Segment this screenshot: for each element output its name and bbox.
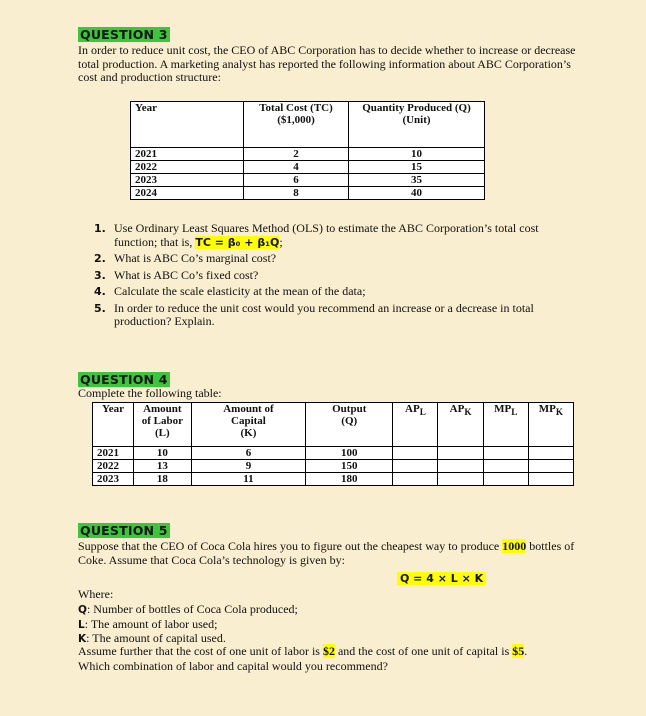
q3-year-cell: 2024 bbox=[131, 187, 244, 200]
q4-labor-cell: 18 bbox=[133, 473, 191, 486]
q4-year-cell: 2023 bbox=[93, 473, 134, 486]
item-text: Calculate the scale elasticity at the mean of the data; bbox=[114, 284, 366, 298]
q4-mpl-cell bbox=[483, 460, 528, 473]
q4-mpl-cell bbox=[483, 473, 528, 486]
q4-header-capital-line1: Amount of bbox=[223, 403, 274, 415]
q3-q-cell: 10 bbox=[349, 148, 485, 161]
tc-formula: TC = β₀ + β₁Q bbox=[195, 235, 280, 249]
table-row bbox=[93, 473, 574, 486]
q3-header-tc-line1: Total Cost (TC) bbox=[259, 102, 333, 114]
list-item bbox=[94, 285, 574, 299]
q3-header-year: Year bbox=[131, 102, 244, 148]
q3-intro: In order to reduce unit cost, the CEO of ABC Corporation has to decide whether to increase or decrease total production. A marketing analyst has reported the following information about ABC Corporation’s cost and production structure: bbox=[78, 43, 576, 84]
q4-header-labor bbox=[133, 403, 191, 447]
labor-cost: $2 bbox=[322, 644, 335, 658]
q4-header-apl-text: AP bbox=[405, 403, 420, 415]
q5-formula-wrap bbox=[397, 569, 486, 587]
q3-header-tc-line2: ($1,000) bbox=[277, 114, 315, 126]
item-number: 1. bbox=[94, 222, 106, 235]
q4-header-apl bbox=[393, 403, 438, 447]
q4-year-cell: 2021 bbox=[93, 447, 134, 460]
q4-year-cell: 2022 bbox=[93, 460, 134, 473]
q5-definitions bbox=[78, 603, 578, 647]
q4-header-mpk-sub: K bbox=[555, 407, 564, 418]
q5-formula: Q = 4 × L × K bbox=[397, 572, 486, 585]
q4-header-output-line1: Output bbox=[332, 403, 367, 415]
q3-header-tc bbox=[244, 102, 349, 148]
q4-header-year: Year bbox=[93, 403, 134, 447]
q4-header-mpl bbox=[483, 403, 528, 447]
q3-header-q-line1: Quantity Produced (Q) bbox=[362, 102, 471, 114]
q4-capital-cell: 9 bbox=[191, 460, 305, 473]
q5-assume-c: . bbox=[524, 644, 528, 658]
table-row bbox=[93, 460, 574, 473]
item-number: 2. bbox=[94, 252, 106, 265]
table-row bbox=[131, 148, 485, 161]
q4-apl-cell bbox=[393, 473, 438, 486]
list-item bbox=[94, 302, 574, 329]
q5-where: Where: bbox=[78, 587, 114, 601]
q4-production-table bbox=[92, 402, 574, 486]
q5-intro-b: bottles of Coke. Assume that Coca Cola’s technology is given by: bbox=[78, 539, 575, 567]
item-text: What is ABC Co’s marginal cost? bbox=[114, 251, 277, 265]
item-text: Use Ordinary Least Squares Method (OLS) to estimate the ABC Corporation’s total cost function; that is, bbox=[114, 221, 539, 249]
table-row bbox=[131, 161, 485, 174]
q4-mpl-cell bbox=[483, 447, 528, 460]
q4-header-labor-line2: of Labor bbox=[141, 415, 183, 427]
q4-header-apk-text: AP bbox=[449, 403, 465, 415]
q4-mpk-cell bbox=[528, 447, 573, 460]
q4-apl-cell bbox=[393, 460, 438, 473]
q3-section bbox=[78, 26, 170, 44]
var-definition: : The amount of labor used; bbox=[84, 616, 218, 631]
list-item bbox=[94, 222, 574, 249]
table-row bbox=[131, 187, 485, 200]
q3-year-cell: 2022 bbox=[131, 161, 244, 174]
q3-question-list bbox=[94, 222, 574, 332]
q4-apk-cell bbox=[438, 473, 483, 486]
capital-cost: $5 bbox=[512, 644, 525, 658]
q3-tc-cell: 4 bbox=[244, 161, 349, 174]
q3-year-cell: 2021 bbox=[131, 148, 244, 161]
list-item bbox=[94, 252, 574, 266]
q4-capital-cell: 11 bbox=[191, 473, 305, 486]
q3-tc-cell: 6 bbox=[244, 174, 349, 187]
item-text: In order to reduce the unit cost would you recommend an increase or a decrease in total production? Explain. bbox=[114, 300, 534, 328]
q5-quantity: 1000 bbox=[502, 539, 527, 553]
table-row bbox=[131, 174, 485, 187]
q4-header-labor-line1: Amount bbox=[143, 403, 182, 415]
q3-cost-table bbox=[130, 101, 485, 200]
table-row bbox=[93, 447, 574, 460]
q4-labor-cell: 13 bbox=[133, 460, 191, 473]
var-definition: : Number of bottles of Coca Cola produced; bbox=[86, 602, 298, 616]
q5-intro bbox=[78, 540, 578, 567]
q4-header-apk-sub: K bbox=[464, 407, 472, 418]
item-text: What is ABC Co’s fixed cost? bbox=[114, 267, 259, 282]
q5-section bbox=[78, 522, 170, 540]
item-number: 5. bbox=[94, 301, 106, 315]
q5-title: QUESTION 5 bbox=[80, 523, 168, 538]
q4-header-capital-line2: Capital bbox=[231, 415, 266, 427]
q4-table-header-row bbox=[93, 403, 574, 447]
q4-header-capital bbox=[191, 403, 305, 447]
var-definition: : The amount of capital used. bbox=[86, 631, 226, 645]
q5-intro-a: Suppose that the CEO of Coca Cola hires you to figure out the cheapest way to produce bbox=[78, 539, 500, 553]
var-symbol: L bbox=[78, 618, 85, 631]
q4-header-mpk bbox=[528, 403, 573, 447]
q4-header-apl-sub: L bbox=[419, 407, 426, 418]
item-text-after: ; bbox=[279, 234, 283, 249]
list-item bbox=[94, 269, 574, 283]
q4-header-mpk-text: MP bbox=[538, 403, 556, 415]
q3-q-cell: 15 bbox=[349, 161, 485, 174]
q4-apk-cell bbox=[438, 447, 483, 460]
q4-mpk-cell bbox=[528, 473, 573, 486]
var-symbol: K bbox=[78, 633, 87, 645]
q4-header-output-line2: (Q) bbox=[341, 415, 358, 427]
q4-header-mpl-text: MP bbox=[494, 403, 512, 415]
q3-header-q bbox=[349, 102, 485, 148]
q5-assume-a: Assume further that the cost of one unit of labor is bbox=[78, 644, 320, 658]
q4-capital-cell: 6 bbox=[191, 447, 305, 460]
q4-title: QUESTION 4 bbox=[80, 372, 168, 387]
q4-labor-cell: 10 bbox=[133, 447, 191, 460]
q4-mpk-cell bbox=[528, 460, 573, 473]
q4-header-mpl-sub: L bbox=[511, 407, 518, 418]
q5-question: Which combination of labor and capital would you recommend? bbox=[78, 659, 388, 673]
q3-tc-cell: 8 bbox=[244, 187, 349, 200]
q4-apk-cell bbox=[438, 460, 483, 473]
q4-header-output bbox=[306, 403, 393, 447]
item-number: 4. bbox=[94, 285, 106, 298]
list-item bbox=[78, 603, 578, 618]
q5-assume-b: and the cost of one unit of capital is bbox=[337, 644, 510, 658]
q3-tc-cell: 2 bbox=[244, 148, 349, 161]
q4-header-labor-line3: (L) bbox=[154, 427, 170, 439]
q4-output-cell: 150 bbox=[306, 460, 393, 473]
q4-output-cell: 180 bbox=[306, 473, 393, 486]
list-item bbox=[78, 618, 578, 633]
q4-header-capital-line3: (K) bbox=[240, 427, 257, 439]
item-number: 3. bbox=[94, 268, 106, 282]
q3-q-cell: 40 bbox=[349, 187, 485, 200]
q3-q-cell: 35 bbox=[349, 174, 485, 187]
q3-title: QUESTION 3 bbox=[80, 27, 168, 42]
var-symbol: Q bbox=[78, 604, 87, 616]
q4-output-cell: 100 bbox=[306, 447, 393, 460]
q3-table-header-row bbox=[131, 102, 485, 148]
q5-assumption bbox=[78, 645, 588, 659]
q3-year-cell: 2023 bbox=[131, 174, 244, 187]
q4-intro: Complete the following table: bbox=[78, 386, 222, 400]
q3-header-q-line2: (Unit) bbox=[402, 114, 431, 126]
q4-apl-cell bbox=[393, 447, 438, 460]
q4-header-apk bbox=[438, 403, 483, 447]
